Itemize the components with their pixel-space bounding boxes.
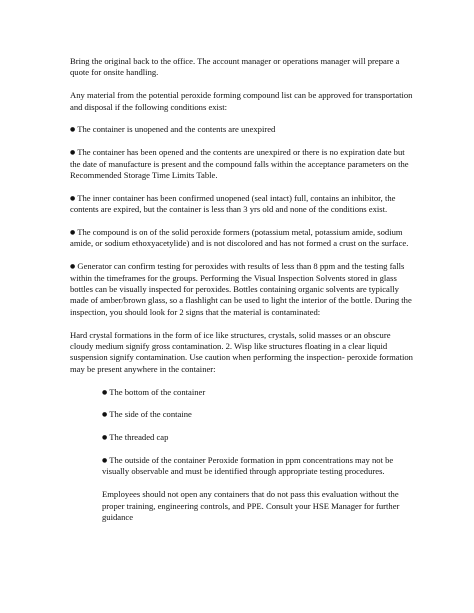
bullet-icon: ● (70, 149, 76, 157)
paragraph-text: Any material from the potential peroxide forming compound list can be approved for transportation and disposal if the following conditions exist: (70, 90, 413, 112)
bullet-text: The inner container has been confirmed unopened (seal intact) full, contains an inhibitor, the contents are expired, but the container is less than 3 yrs old and none of the conditions exist. (70, 192, 396, 215)
bullet-inner-container (70, 193, 415, 216)
paragraph-employees-guidance (70, 489, 415, 523)
bullet-icon: ● (70, 194, 76, 202)
bullet-text: The outside of the container Peroxide formation in ppm concentrations may not be visually observable and must be identified through appropriate testing procedures. (102, 455, 394, 477)
bullet-text: Generator can confirm testing for peroxides with results of less than 8 ppm and the testing falls within the timeframes for the groups. Performing the Visual Inspection Solvents stored in glass bottles can be visually inspected for peroxides. Bottles containing organic solvents are typically made of amber/brown glass, so a flashlight can be used to light the interior of the bottle. During the inspection, you should look for 2 signs that the material is contaminated: (70, 261, 412, 317)
paragraph-text: Employees should not open any containers that do not pass this evaluation without the proper training, engineering controls, and PPE. Consult your HSE Manager for further guidance (102, 489, 400, 523)
bullet-generator-testing (70, 261, 415, 318)
document-body (70, 56, 415, 535)
bullet-side-of-container (70, 409, 415, 420)
paragraph-text: Bring the original back to the office. The account manager or operations manager will prepare a quote for onsite handling. (70, 56, 400, 78)
bullet-threaded-cap (70, 432, 415, 443)
bullet-outside-of-container (70, 455, 415, 478)
paragraph-text: Hard crystal formations in the form of ice like structures, crystals, solid masses or an obscure cloudy medium signify gross contamination. 2. Wisp like structures floating in a clear liquid suspension signify contamination. Use caution when performing the inspection- peroxide formation may be present anywhere in the container: (70, 329, 413, 374)
bullet-icon: ● (102, 411, 108, 419)
paragraph-return-original (70, 56, 415, 79)
paragraph-crystal-formations (70, 330, 415, 376)
bullet-solid-peroxide-formers (70, 227, 415, 250)
paragraph-approval-conditions (70, 90, 415, 113)
bullet-unopened-unexpired (70, 124, 415, 135)
bullet-icon: ● (70, 229, 76, 237)
bullet-opened-unexpired (70, 147, 415, 181)
bullet-bottom-of-container (70, 387, 415, 398)
bullet-icon: ● (102, 434, 108, 442)
bullet-text: The compound is on of the solid peroxide formers (potassium metal, potassium amide, sodium amide, or sodium ethoxyacetylide) and is not discolored and has not formed a crust on the surface. (70, 227, 409, 249)
bullet-text: The container is unopened and the contents are unexpired (77, 124, 276, 135)
bullet-text: The container has been opened and the contents are unexpired or there is no expiration date but the date of manufacture is present and the compound falls within the acceptance parameters on the Recommended Storage Time Limits Table. (70, 147, 409, 181)
bullet-text: The threaded cap (109, 432, 169, 443)
bullet-icon: ● (70, 263, 76, 271)
bullet-icon: ● (102, 388, 108, 396)
bullet-text: The side of the containe (109, 409, 192, 420)
bullet-text: The bottom of the container (109, 386, 206, 397)
bullet-icon: ● (102, 457, 108, 465)
bullet-icon: ● (70, 126, 76, 134)
